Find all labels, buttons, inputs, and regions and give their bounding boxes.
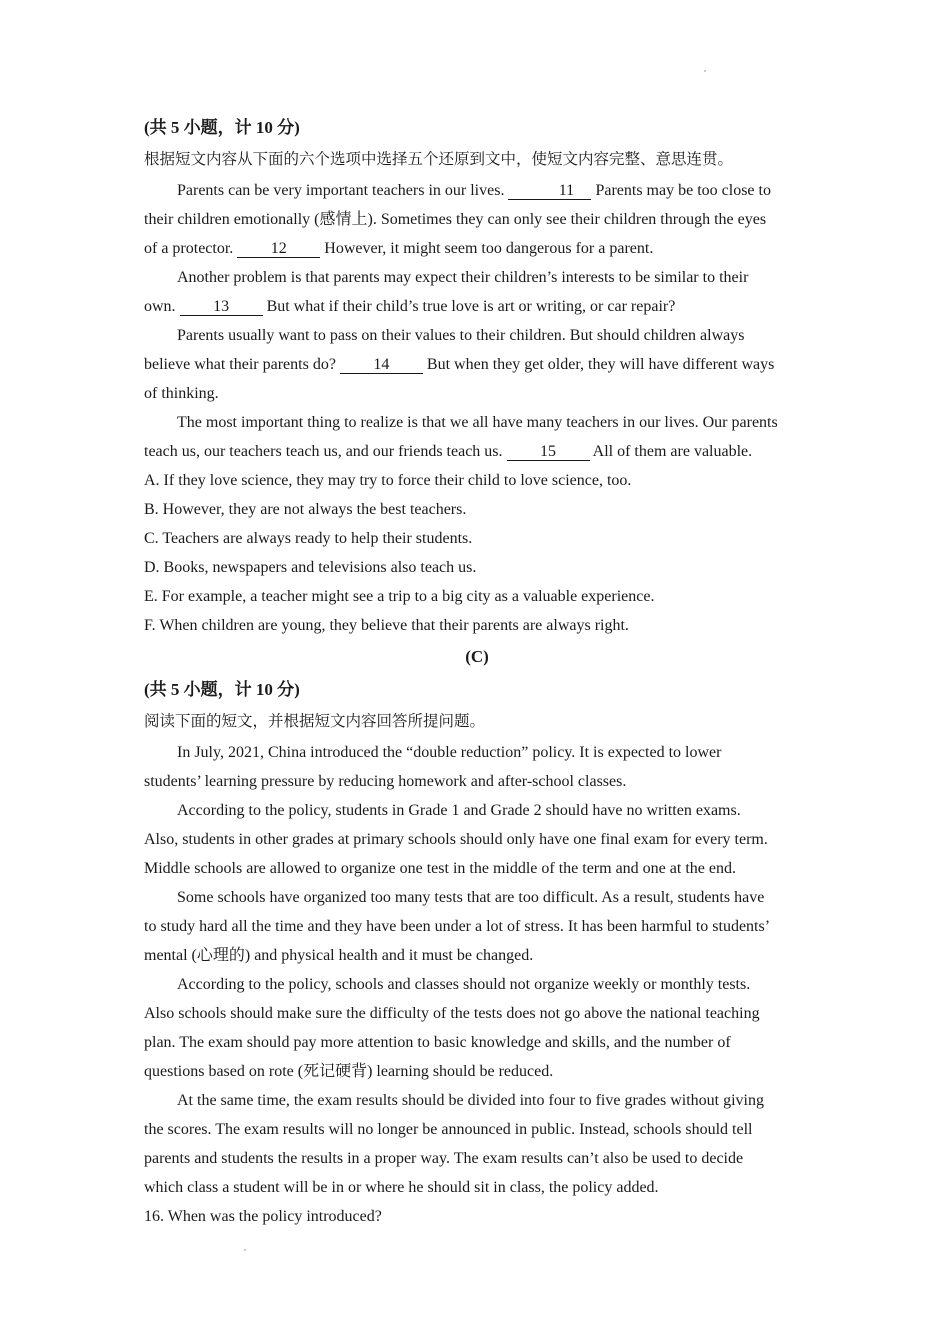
text-span: But what if their child’s true love is art or writing, or car repair? xyxy=(266,298,676,315)
paragraph-line: At the same time, the exam results should be divided into four to five grades without giving xyxy=(177,1092,764,1109)
section-heading: (共 5 小题，计 10 分) xyxy=(144,118,300,137)
section-instruction: 阅读下面的短文，并根据短文内容回答所提问题。 xyxy=(144,713,486,730)
option-item: E. For example, a teacher might see a trip to a big city as a valuable experience. xyxy=(144,588,655,605)
text-span: But when they get older, they will have different ways xyxy=(426,356,775,373)
text-span: Parents can be very important teachers in our lives. xyxy=(177,182,505,199)
paragraph-line xyxy=(144,437,810,466)
section-heading: (共 5 小题，计 10 分) xyxy=(144,680,300,699)
question-16: 16. When was the policy introduced? xyxy=(144,1208,382,1225)
paragraph-line: The most important thing to realize is that we all have many teachers in our lives. Our parents xyxy=(177,414,778,431)
answer-blank-12[interactable]: 12 xyxy=(237,240,320,258)
answer-blank-15[interactable]: 15 xyxy=(507,443,590,461)
paragraph-line: According to the policy, students in Grade 1 and Grade 2 should have no written exams. xyxy=(177,802,741,819)
option-item: D. Books, newspapers and televisions also teach us. xyxy=(144,559,477,576)
reading-passage xyxy=(144,738,810,1202)
answer-blank-14[interactable]: 14 xyxy=(340,356,423,374)
option-item: C. Teachers are always ready to help their students. xyxy=(144,530,473,547)
paragraph-line: the scores. The exam results will no longer be announced in public. Instead, schools should tell xyxy=(144,1121,753,1138)
text-span: Parents may be too close to xyxy=(595,182,771,199)
paragraph-line: In July, 2021, China introduced the “double reduction” policy. It is expected to lower xyxy=(177,744,722,761)
paragraph-line xyxy=(144,292,810,321)
paragraph-line xyxy=(144,350,810,379)
text-span: However, it might seem too dangerous for a parent. xyxy=(324,240,654,257)
section-label: (C) xyxy=(465,647,489,666)
paragraph-line: Parents usually want to pass on their values to their children. But should children always xyxy=(177,327,745,344)
paragraph-line: Some schools have organized too many tests that are too difficult. As a result, students have xyxy=(177,889,765,906)
paragraph-line: Middle schools are allowed to organize one test in the middle of the term and one at the end. xyxy=(144,860,736,877)
paragraph-line: Also, students in other grades at primary schools should only have one final exam for every term. xyxy=(144,831,768,848)
paragraph-line: students’ learning pressure by reducing homework and after-school classes. xyxy=(144,773,627,790)
paragraph-line: of thinking. xyxy=(144,385,219,402)
option-list xyxy=(144,466,810,640)
paragraph-line: According to the policy, schools and classes should not organize weekly or monthly tests. xyxy=(177,976,751,993)
paragraph-line: questions based on rote (死记硬背) learning should be reduced. xyxy=(144,1063,554,1080)
paragraph-line: plan. The exam should pay more attention to basic knowledge and skills, and the number of xyxy=(144,1034,731,1051)
paragraph-line: Another problem is that parents may expect their children’s interests to be similar to their xyxy=(177,269,749,286)
text-span: All of them are valuable. xyxy=(592,443,753,460)
scan-speck xyxy=(244,1249,246,1251)
answer-blank-13[interactable]: 13 xyxy=(180,298,263,316)
paragraph-line: which class a student will be in or where he should sit in class, the policy added. xyxy=(144,1179,659,1196)
text-span: own. xyxy=(144,298,176,315)
option-item: B. However, they are not always the best teachers. xyxy=(144,501,467,518)
option-item: A. If they love science, they may try to force their child to love science, too. xyxy=(144,472,632,489)
paragraph-line xyxy=(144,234,810,263)
document-page xyxy=(144,112,810,1231)
text-span: of a protector. xyxy=(144,240,234,257)
paragraph-line: Also schools should make sure the difficulty of the tests does not go above the national teaching xyxy=(144,1005,760,1022)
answer-blank-11[interactable]: 11 xyxy=(508,182,591,200)
paragraph-line xyxy=(144,176,810,205)
paragraph-line: parents and students the results in a proper way. The exam results can’t also be used to decide xyxy=(144,1150,744,1167)
scan-speck xyxy=(704,70,706,72)
option-item: F. When children are young, they believe that their parents are always right. xyxy=(144,617,629,634)
paragraph-line: their children emotionally (感情上). Sometimes they can only see their children through the eyes xyxy=(144,211,767,228)
text-span: teach us, our teachers teach us, and our friends teach us. xyxy=(144,443,503,460)
text-span: believe what their parents do? xyxy=(144,356,336,373)
paragraph-line: mental (心理的) and physical health and it must be changed. xyxy=(144,947,534,964)
section-instruction: 根据短文内容从下面的六个选项中选择五个还原到文中，使短文内容完整、意思连贯。 xyxy=(144,151,734,168)
paragraph-line: to study hard all the time and they have been under a lot of stress. It has been harmful to students’ xyxy=(144,918,771,935)
